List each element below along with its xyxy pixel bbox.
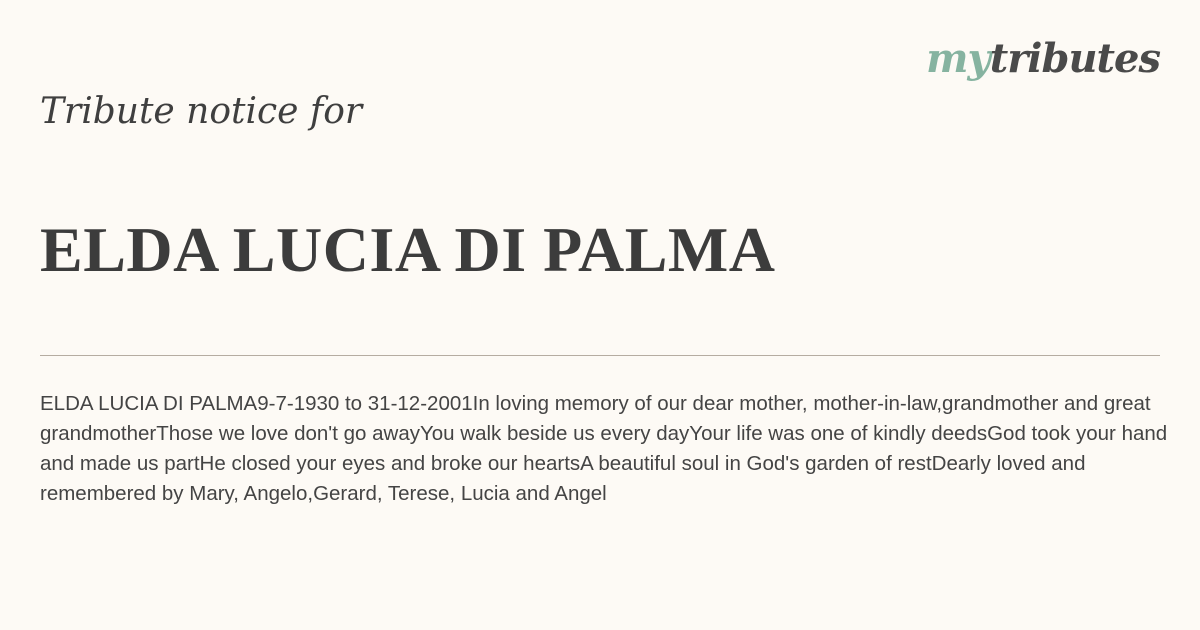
tribute-notice-heading: Tribute notice for	[40, 91, 363, 132]
deceased-name-title: ELDA LUCIA DI PALMA	[40, 214, 776, 285]
logo-tributes-text: tributes	[989, 35, 1160, 82]
logo-my-text: my	[926, 35, 990, 82]
mytributes-logo[interactable]	[926, 34, 1160, 84]
tribute-message-text: ELDA LUCIA DI PALMA9-7-1930 to 31-12-2001In loving memory of our dear mother, mother-in-law,grandmother and great grandmotherThose we love don't go awayYou walk beside us every dayYour life was one of kindly deedsGod took your hand and made us partHe closed your eyes and broke our heartsA beautiful soul in God's garden of restDearly loved and remembered by Mary, Angelo,Gerard, Terese, Lucia and Angel	[40, 392, 1168, 505]
section-divider	[40, 355, 1160, 356]
